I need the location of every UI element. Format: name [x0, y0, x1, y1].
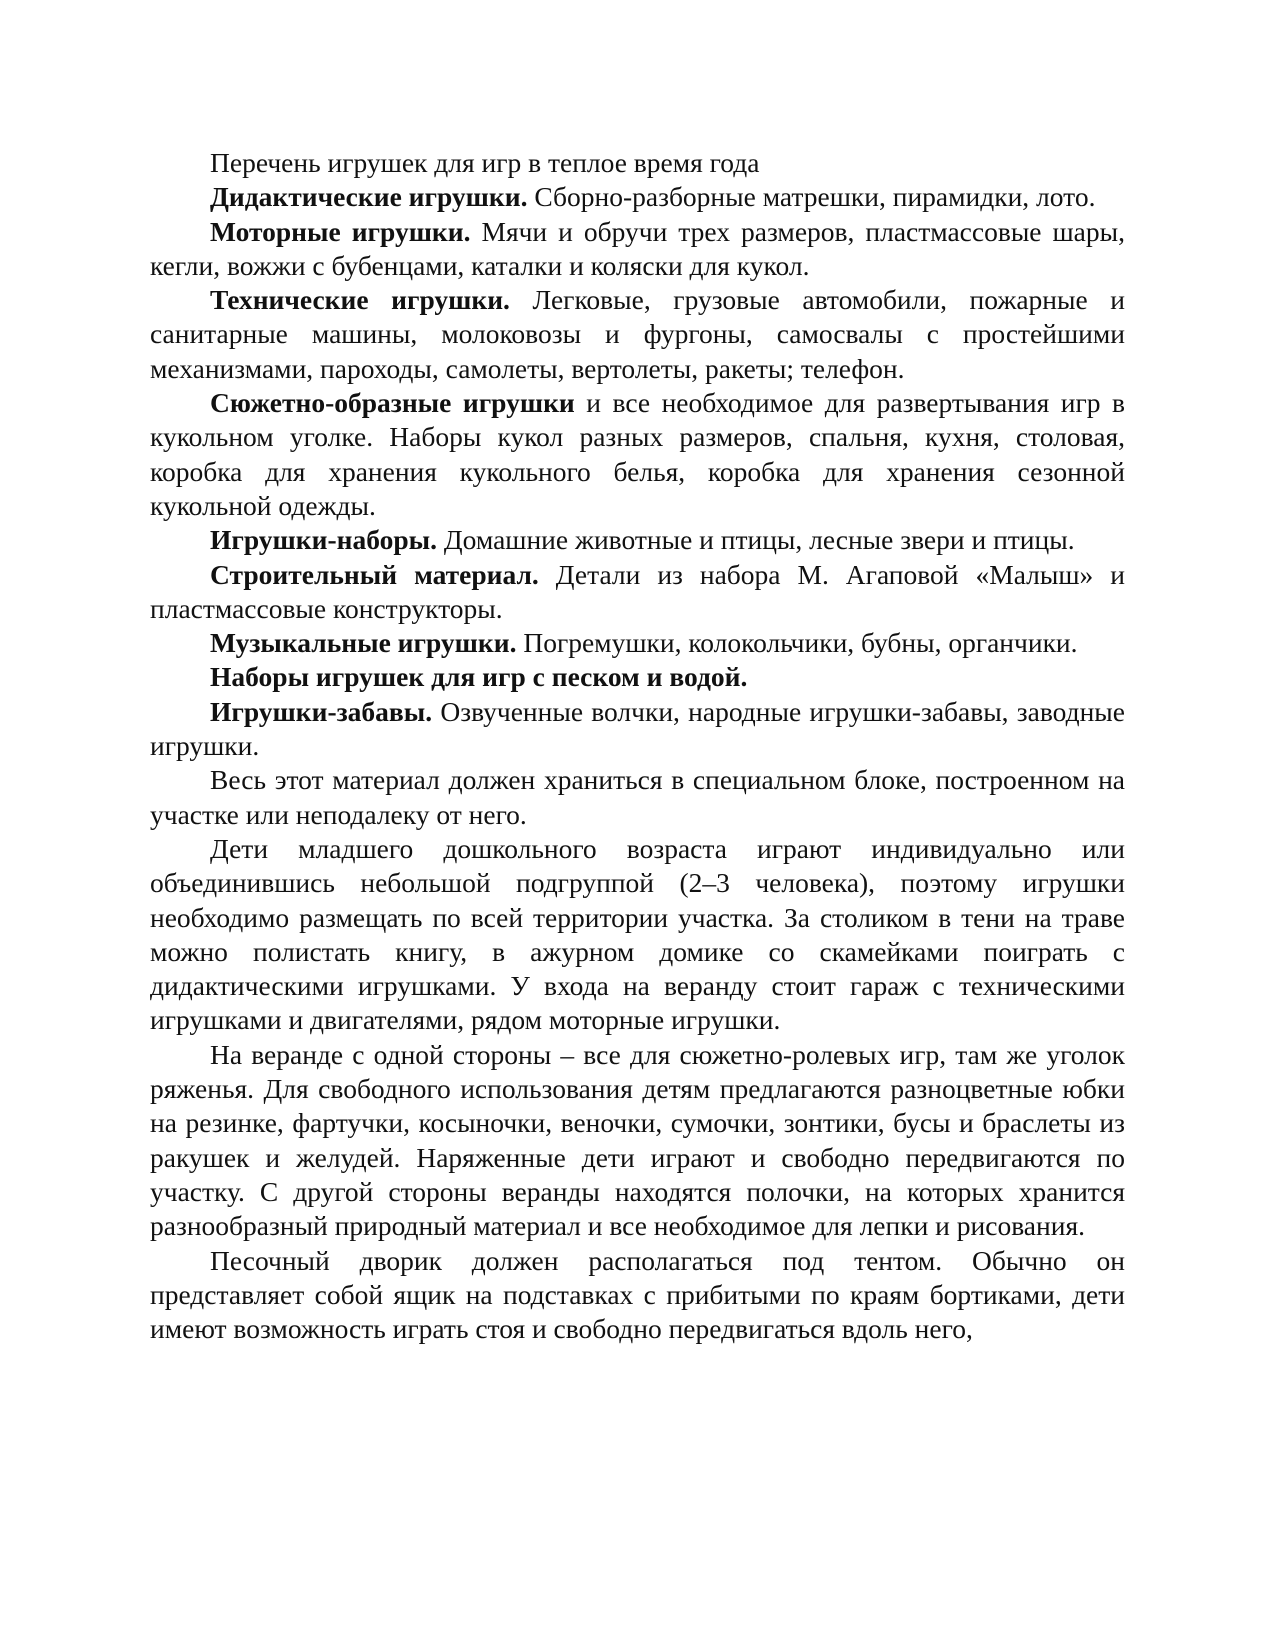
document-page: [150, 146, 1125, 1346]
category-heading: Строительный материал.: [210, 558, 539, 590]
category-heading: Игрушки-забавы.: [210, 695, 433, 727]
body-paragraph: На веранде с одной стороны – все для сюжетно-ролевых игр, там же уголок ряженья. Для свободного использования детям предлагаются разноцветные юбки на резинке, фартучки, косыночки, веночки, сумочки, зонтики, бусы и браслеты из ракушек и желудей. Наряженные дети играют и свободно передвигаются по участку. С другой стороны веранды находятся полочки, на которых хранится разнообразный природный материал и все необходимое для лепки и рисования.: [150, 1038, 1125, 1242]
category-motor: [150, 215, 1125, 284]
category-amusements: [150, 695, 1125, 764]
category-heading: Музыкальные игрушки.: [210, 627, 517, 659]
category-plot-figurative: [150, 386, 1125, 523]
body-paragraph: Весь этот материал должен храниться в специальном блоке, построенном на участке или неподалеку от него.: [150, 764, 1125, 830]
category-text: Сборно-разборные матрешки, пирамидки, лото.: [527, 181, 1096, 213]
body-paragraph: Дети младшего дошкольного возраста играют индивидуально или объединившись небольшой подгруппой (2–3 человека), поэтому игрушки необходимо размещать по всей территории участка. За столиком в тени на траве можно полистать книгу, в ажурном домике со скамейками поиграть с дидактическими игрушками. У входа на веранду стоит гараж с техническими игрушками и двигателями, рядом моторные игрушки.: [150, 832, 1125, 1036]
category-heading: Игрушки-наборы.: [210, 524, 437, 556]
category-sand-water: [150, 660, 1125, 694]
category-text: Домашние животные и птицы, лесные звери и птицы.: [437, 524, 1075, 556]
category-text: Погремушки, колокольчики, бубны, органчики.: [516, 627, 1078, 659]
category-heading: Технические игрушки.: [210, 284, 510, 316]
category-text: и все необходимое для развертывания игр в кукольном уголке. Наборы кукол разных размеров, спальня, кухня, столовая, коробка для хранения кукольного белья, коробка для хранения сезонной кукольной одежды.: [150, 387, 1125, 521]
category-musical: [150, 626, 1125, 660]
category-heading: Моторные игрушки.: [210, 215, 471, 247]
category-text: Легковые, грузовые автомобили, пожарные и санитарные машины, молоковозы и фургоны, самосвалы с простейшими механизмами, пароходы, самолеты, вертолеты, ракеты; телефон.: [150, 284, 1125, 384]
category-text: Мячи и обручи трех размеров, пластмассовые шары, кегли, вожжи с бубенцами, каталки и коляски для кукол.: [150, 215, 1125, 281]
category-building-material: [150, 558, 1125, 627]
body-paragraph: Песочный дворик должен располагаться под тентом. Обычно он представляет собой ящик на подставках с прибитыми по краям бортиками, дети имеют возможность играть стоя и свободно передвигаться вдоль него,: [150, 1244, 1125, 1345]
category-text: Озвученные волчки, народные игрушки-забавы, заводные игрушки.: [150, 695, 1125, 762]
category-heading: Дидактические игрушки.: [210, 181, 528, 213]
category-sets: [150, 523, 1125, 557]
category-heading: Сюжетно-образные игрушки: [210, 387, 575, 419]
category-didactic: [150, 180, 1125, 214]
category-text: Детали из набора М. Агаповой «Малыш» и пластмассовые конструкторы.: [150, 558, 1125, 624]
category-technical: [150, 283, 1125, 386]
category-heading: Наборы игрушек для игр с песком и водой.: [210, 661, 748, 693]
document-title: Перечень игрушек для игр в теплое время года: [210, 147, 760, 178]
